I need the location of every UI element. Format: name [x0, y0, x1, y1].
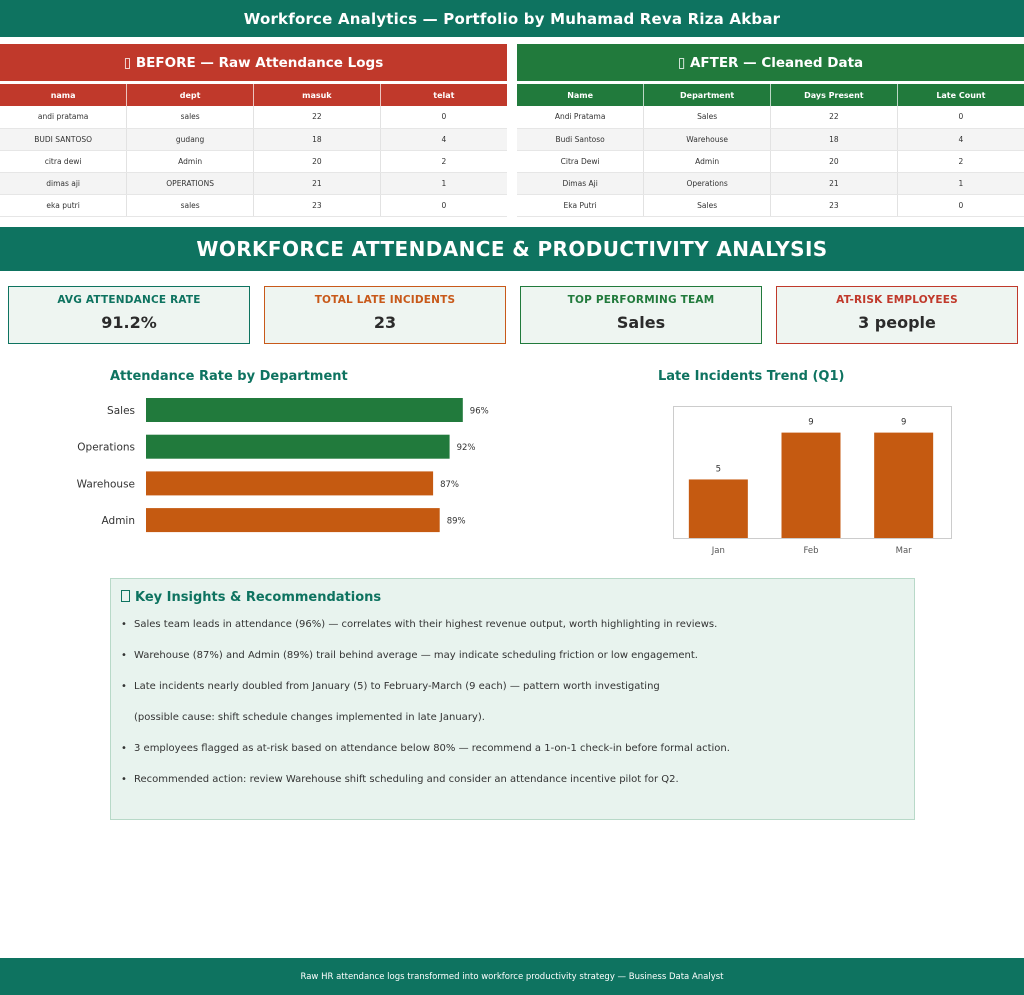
attendance-chart-title: Attendance Rate by Department [110, 369, 348, 384]
table-cell: Citra Dewi [517, 150, 644, 172]
cleaned-data-table [517, 84, 1024, 217]
page-header [0, 0, 1024, 37]
late-incidents-chart [660, 400, 980, 570]
insight-line: • Sales team leads in attendance (96%) — correlates with their highest revenue output, worth highlighting in reviews. [121, 619, 718, 630]
insight-line: • 3 employees flagged as at-risk based on attendance below 80% — recommend a 1-on-1 check-in before formal action. [121, 743, 730, 754]
table-cell: 21 [771, 172, 898, 194]
value-label: 5 [715, 464, 722, 475]
insights-heading [121, 590, 381, 605]
section-banner [0, 227, 1024, 271]
after-panel-title: ▯ AFTER — Cleaned Data [677, 54, 864, 71]
category-label: Sales [107, 405, 135, 417]
category-label: Admin [101, 515, 135, 528]
table-row [0, 106, 507, 128]
table-cell: 21 [254, 172, 381, 194]
table-row [517, 172, 1024, 194]
table-cell: 2 [380, 150, 507, 172]
column-header: Name [517, 84, 644, 106]
column-header: masuk [254, 84, 381, 106]
table-row [517, 128, 1024, 150]
table-cell: 1 [897, 172, 1024, 194]
footer-text: Raw HR attendance logs transformed into workforce productivity strategy — Business Data Analyst [300, 971, 724, 982]
insight-line: • Warehouse (87%) and Admin (89%) trail behind average — may indicate scheduling friction or low engagement. [121, 650, 698, 661]
insights-title: Key Insights & Recommendations [135, 590, 382, 605]
table-row [517, 106, 1024, 128]
raw-attendance-table [0, 84, 507, 217]
table-cell: 20 [254, 150, 381, 172]
column-header: Days Present [771, 84, 898, 106]
table-cell: 0 [380, 194, 507, 216]
table-cell: dimas aji [0, 172, 127, 194]
table-cell: Warehouse [644, 128, 771, 150]
kpi-label: AT-RISK EMPLOYEES [836, 294, 958, 306]
insight-line: • Late incidents nearly doubled from January (5) to February-March (9 each) — pattern worth investigating [121, 681, 660, 692]
table-cell: 0 [897, 194, 1024, 216]
tick-label: Mar [895, 546, 912, 556]
value-label: 87% [440, 479, 460, 490]
value-label: 89% [446, 516, 466, 527]
table-cell: eka putri [0, 194, 127, 216]
bar [146, 471, 433, 495]
table-row [0, 172, 507, 194]
table-cell: 0 [897, 106, 1024, 128]
bar [689, 479, 748, 538]
page-footer [0, 958, 1024, 995]
before-panel-title: ▯ BEFORE — Raw Attendance Logs [123, 54, 384, 71]
table-cell: 2 [897, 150, 1024, 172]
tick-label: Jan [711, 546, 725, 556]
tick-label: Feb [803, 546, 819, 556]
category-label: Warehouse [76, 478, 135, 491]
table-cell: Andi Pratama [517, 106, 644, 128]
kpi-card-top-team [520, 286, 762, 344]
insights-panel [110, 578, 915, 820]
table-cell: sales [127, 194, 254, 216]
table-cell: BUDI SANTOSO [0, 128, 127, 150]
bar [146, 508, 440, 532]
table-cell: 18 [254, 128, 381, 150]
insight-line: (possible cause: shift schedule changes implemented in late January). [134, 712, 485, 723]
column-header: Late Count [897, 84, 1024, 106]
table-cell: 22 [254, 106, 381, 128]
value-label: 9 [808, 417, 814, 428]
column-header: Department [644, 84, 771, 106]
column-header: dept [127, 84, 254, 106]
kpi-value: 91.2% [101, 313, 157, 332]
column-header: telat [380, 84, 507, 106]
table-cell: Sales [644, 106, 771, 128]
bar [146, 435, 450, 459]
table-cell: andi pratama [0, 106, 127, 128]
kpi-card-late-incidents [264, 286, 506, 344]
kpi-label: TOP PERFORMING TEAM [567, 294, 715, 306]
bar [874, 433, 933, 538]
table-cell: Sales [644, 194, 771, 216]
table-cell: 20 [771, 150, 898, 172]
table-cell: Admin [644, 150, 771, 172]
kpi-value: 3 people [858, 313, 936, 332]
kpi-label: AVG ATTENDANCE RATE [57, 294, 201, 306]
table-cell: 4 [897, 128, 1024, 150]
table-cell: citra dewi [0, 150, 127, 172]
table-cell: Budi Santoso [517, 128, 644, 150]
page-title: Workforce Analytics — Portfolio by Muhamad Reva Riza Akbar [243, 9, 781, 28]
section-title: WORKFORCE ATTENDANCE & PRODUCTIVITY ANALYSIS [196, 237, 828, 261]
table-cell: Eka Putri [517, 194, 644, 216]
kpi-card-at-risk [776, 286, 1018, 344]
table-cell: sales [127, 106, 254, 128]
value-label: 92% [456, 443, 476, 454]
column-header: nama [0, 84, 127, 106]
attendance-rate-chart [0, 392, 520, 552]
table-row [517, 194, 1024, 216]
kpi-value: 23 [373, 313, 397, 332]
table-cell: 0 [380, 106, 507, 128]
category-label: Operations [77, 441, 135, 454]
after-panel-header [517, 44, 1024, 81]
table-row [0, 150, 507, 172]
table-row [0, 128, 507, 150]
value-label: 9 [900, 417, 907, 428]
table-cell: 22 [771, 106, 898, 128]
table-cell: 23 [771, 194, 898, 216]
table-cell: gudang [127, 128, 254, 150]
before-panel-header [0, 44, 507, 81]
bar [782, 433, 841, 538]
value-label: 96% [469, 406, 489, 417]
table-cell: Dimas Aji [517, 172, 644, 194]
bar [146, 398, 463, 422]
table-cell: 23 [254, 194, 381, 216]
insight-line: • Recommended action: review Warehouse shift scheduling and consider an attendance incentive pilot for Q2. [121, 774, 679, 785]
kpi-card-attendance-rate [8, 286, 250, 344]
table-cell: 4 [380, 128, 507, 150]
clipboard-icon [121, 590, 130, 602]
table-cell: Operations [644, 172, 771, 194]
kpi-label: TOTAL LATE INCIDENTS [314, 294, 456, 306]
table-row [517, 150, 1024, 172]
table-cell: OPERATIONS [127, 172, 254, 194]
table-cell: 1 [380, 172, 507, 194]
table-row [0, 194, 507, 216]
late-trend-chart-title: Late Incidents Trend (Q1) [658, 369, 845, 384]
kpi-value: Sales [616, 313, 666, 332]
table-cell: 18 [771, 128, 898, 150]
table-cell: Admin [127, 150, 254, 172]
